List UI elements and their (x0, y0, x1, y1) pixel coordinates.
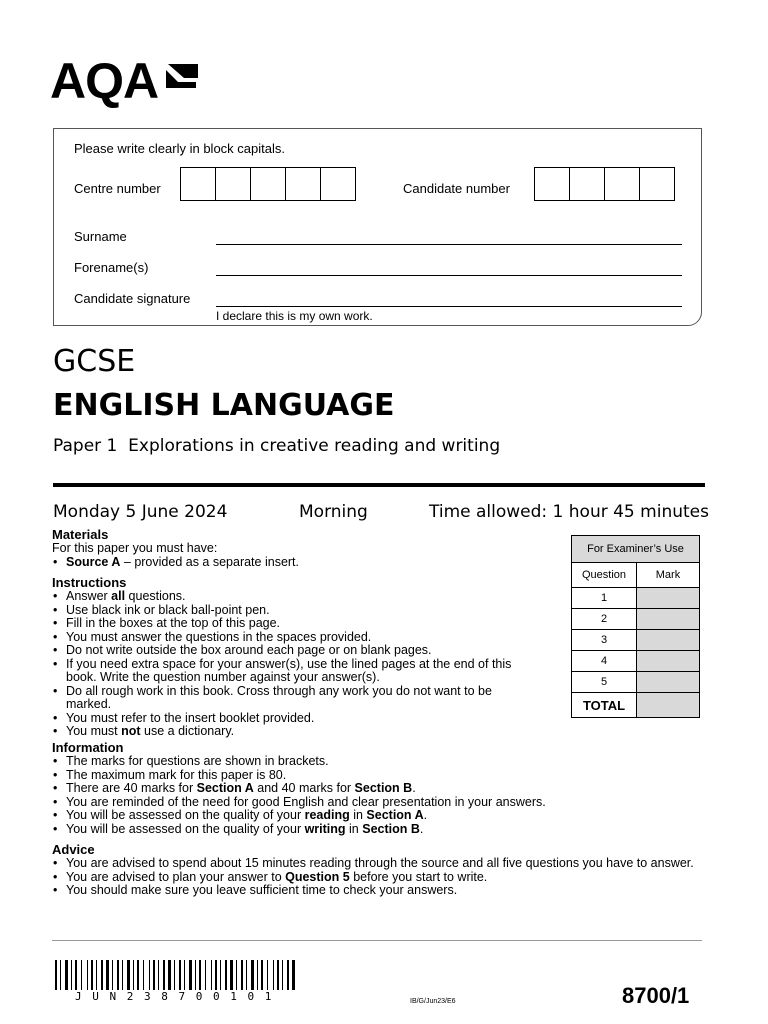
footer-rule (52, 940, 702, 941)
barcode-bar (122, 960, 123, 990)
barcode-bar (211, 960, 212, 990)
advice-heading: Advice (52, 842, 95, 857)
barcode-bar (179, 960, 181, 990)
barcode-bar (199, 960, 201, 990)
barcode-bar (163, 960, 165, 990)
materials-intro: For this paper you must have: (52, 541, 218, 555)
table-row (572, 672, 700, 693)
barcode-bar (277, 960, 279, 990)
materials-heading: Materials (52, 527, 109, 542)
barcode-bar (205, 960, 206, 990)
barcode-bar (267, 960, 268, 990)
header-rule (53, 483, 705, 487)
barcode-bar (189, 960, 192, 990)
signature-field[interactable] (216, 306, 682, 307)
signature-label: Candidate signature (74, 291, 191, 306)
digit-box[interactable] (604, 167, 640, 201)
information-section (52, 740, 702, 898)
digit-box[interactable] (534, 167, 570, 201)
digit-box[interactable] (215, 167, 251, 201)
barcode-bar (168, 960, 171, 990)
surname-field[interactable] (216, 244, 682, 245)
logo-mark-icon (162, 58, 202, 98)
candidate-details-box (53, 128, 702, 326)
surname-label: Surname (74, 229, 127, 244)
barcode-bar (112, 960, 113, 990)
exam-date: Monday 5 June 2024 (53, 502, 228, 522)
list-item: • You will be assessed on the quality of your writing in Section B. (66, 823, 702, 837)
barcode-bar (246, 960, 247, 990)
mark-cell (637, 630, 700, 651)
barcode-bar (153, 960, 155, 990)
digit-box[interactable] (569, 167, 605, 201)
barcode-bar (195, 960, 196, 990)
barcode-bar (273, 960, 274, 990)
mark-cell (637, 651, 700, 672)
digit-box[interactable] (320, 167, 356, 201)
barcode-bar (75, 960, 77, 990)
barcode-bar (60, 960, 61, 990)
barcode-bar (292, 960, 295, 990)
barcode-text: J U N 2 3 8 7 0 0 1 0 1 (75, 990, 274, 1003)
barcode-bar (261, 960, 263, 990)
total-label: TOTAL (572, 693, 637, 718)
examiner-table-title: For Examiner’s Use (572, 536, 700, 563)
table-row (572, 693, 700, 718)
barcode-bar (55, 960, 57, 990)
list-item: • You must not use a dictionary. (66, 725, 552, 739)
barcode-bar (127, 960, 130, 990)
list-item: • Fill in the boxes at the top of this page. (66, 617, 552, 631)
list-item: • There are 40 marks for Section A and 40 marks for Section B. (66, 782, 702, 796)
centre-number-label: Centre number (74, 181, 161, 196)
digit-box[interactable] (285, 167, 321, 201)
candidate-number-label: Candidate number (403, 181, 510, 196)
barcode-bar (96, 960, 97, 990)
barcode-bar (65, 960, 68, 990)
list-item: • Do all rough work in this book. Cross through any work you do not want to be marked. (66, 685, 536, 712)
table-row (572, 588, 700, 609)
barcode-bar (257, 960, 258, 990)
list-item: • You are advised to spend about 15 minutes reading through the source and all five questions you have to answer. (66, 857, 696, 871)
logo-text: AQA (50, 53, 159, 109)
table-row (572, 609, 700, 630)
list-item: • You should make sure you leave sufficient time to check your answers. (66, 884, 702, 898)
list-item: • Source A – provided as a separate insert. (66, 556, 552, 570)
information-heading: Information (52, 740, 124, 755)
instructions-heading: Instructions (52, 575, 127, 590)
exam-session: Morning (299, 502, 368, 522)
barcode-bar (251, 960, 254, 990)
table-row (572, 651, 700, 672)
barcode-bar (282, 960, 283, 990)
question-number: 4 (572, 651, 637, 672)
forename-field[interactable] (216, 275, 682, 276)
barcode-bar (106, 960, 109, 990)
barcode-bar (101, 960, 103, 990)
barcode-bar (133, 960, 134, 990)
candidate-number-boxes[interactable] (535, 167, 675, 201)
barcode-bar (287, 960, 289, 990)
barcode-bar (184, 960, 185, 990)
declaration-text: I declare this is my own work. (216, 309, 373, 323)
question-number: 5 (572, 672, 637, 693)
digit-box[interactable] (639, 167, 675, 201)
block-capitals-instruction: Please write clearly in block capitals. (74, 141, 285, 156)
materials-section (52, 527, 552, 739)
list-item: • You are advised to plan your answer to Question 5 before you start to write. (66, 871, 702, 885)
list-item: • You will be assessed on the quality of your reading in Section A. (66, 809, 702, 823)
aqa-logo (50, 53, 202, 109)
barcode-bar (230, 960, 233, 990)
mark-cell (637, 672, 700, 693)
paper-title: Paper 1 Explorations in creative reading and writing (53, 436, 501, 456)
examiner-use-table (571, 535, 700, 718)
list-item: • Answer all questions. (66, 590, 552, 604)
list-item: • If you need extra space for your answer(s), use the lined pages at the end of this book. Write the question number against your answer(s). (66, 658, 536, 685)
list-item: • The marks for questions are shown in brackets. (66, 755, 702, 769)
list-item: • You must refer to the insert booklet provided. (66, 712, 552, 726)
mark-col-header: Mark (637, 563, 700, 588)
list-item: • The maximum mark for this paper is 80. (66, 769, 702, 783)
paper-code: 8700/1 (622, 983, 690, 1008)
document-reference: IB/G/Jun23/E6 (410, 998, 456, 1005)
barcode-bar (149, 960, 150, 990)
forename-label: Forename(s) (74, 260, 149, 275)
barcode-bar (91, 960, 93, 990)
barcode-bar (137, 960, 139, 990)
question-col-header: Question (572, 563, 637, 588)
barcode-bar (220, 960, 221, 990)
total-cell (637, 693, 700, 718)
list-item: • Do not write outside the box around each page or on blank pages. (66, 644, 552, 658)
qualification-title: GCSE (53, 344, 136, 379)
barcode-bar (174, 960, 175, 990)
barcode-bar (143, 960, 144, 990)
barcode-bar (117, 960, 119, 990)
digit-box[interactable] (250, 167, 286, 201)
barcode-bar (158, 960, 159, 990)
barcode-bar (215, 960, 217, 990)
question-number: 3 (572, 630, 637, 651)
barcode-bar (236, 960, 237, 990)
table-row (572, 630, 700, 651)
barcode-bar (241, 960, 243, 990)
question-number: 1 (572, 588, 637, 609)
list-item: • You must answer the questions in the spaces provided. (66, 631, 552, 645)
centre-number-boxes[interactable] (181, 167, 356, 201)
list-item: • Use black ink or black ball-point pen. (66, 604, 552, 618)
barcode-bar (87, 960, 88, 990)
mark-cell (637, 609, 700, 630)
question-number: 2 (572, 609, 637, 630)
mark-cell (637, 588, 700, 609)
barcode-bar (81, 960, 82, 990)
list-item: • You are reminded of the need for good English and clear presentation in your answers. (66, 796, 702, 810)
barcode-bar (225, 960, 227, 990)
barcode-bar (71, 960, 72, 990)
time-allowed: Time allowed: 1 hour 45 minutes (429, 502, 709, 522)
digit-box[interactable] (180, 167, 216, 201)
subject-title: ENGLISH LANGUAGE (53, 388, 395, 423)
barcode-icon (55, 960, 300, 990)
